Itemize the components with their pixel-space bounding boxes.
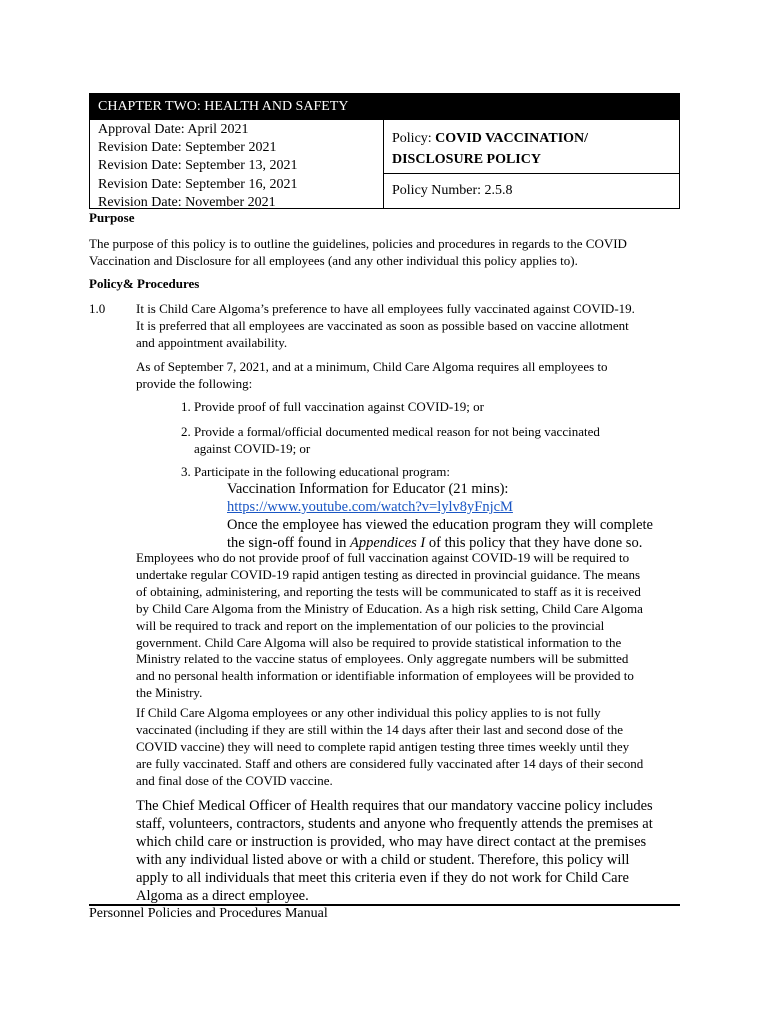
text-line: are fully vaccinated. Staff and others are considered fully vaccinated after 14 days of their second xyxy=(136,755,644,771)
text-line: the sign-off found in Appendices I of this policy that they have done so. xyxy=(227,535,643,551)
video-link[interactable]: https://www.youtube.com/watch?v=lylv8yFnjcM xyxy=(227,499,513,515)
text-line: which child care or instruction is provided, who may have direct contact at the premises xyxy=(136,834,647,850)
text-line: It is Child Care Algoma’s preference to have all employees fully vaccinated against COVID-19. xyxy=(136,301,635,316)
policy-label: Policy: xyxy=(392,131,436,146)
text-line: If Child Care Algoma employees or any other individual this policy applies to is not fully xyxy=(136,705,601,720)
not-fully-vaccinated-paragraph xyxy=(136,705,643,790)
list-item-2 xyxy=(181,423,600,457)
text-line: will be required to track and report on the implementation of our policies to the provincial xyxy=(136,617,605,633)
chapter-title: CHAPTER TWO: HEALTH AND SAFETY xyxy=(90,94,679,120)
text-line: apply to all individuals that meet this criteria even if they do not work for Child Care xyxy=(136,870,629,886)
purpose-heading: Purpose xyxy=(89,210,135,225)
text-line: and appointment availability. xyxy=(136,335,288,350)
policy-header-table xyxy=(89,93,680,209)
text-line: The Chief Medical Officer of Health requires that our mandatory vaccine policy includes xyxy=(136,798,653,814)
testing-paragraph xyxy=(136,550,643,702)
text-line: Ministry related to the vaccine status of employees. Only aggregate numbers will be submitted xyxy=(136,651,629,667)
text-line: COVID vaccine) they will need to complete rapid antigen testing three times weekly until they xyxy=(136,738,630,754)
text-line: with any individual listed above or with a child or student. Therefore, this policy will xyxy=(136,852,630,868)
policy-name xyxy=(392,128,677,170)
text-line: undertake regular COVID-19 rapid antigen testing as directed in provincial guidance. The means xyxy=(136,566,641,582)
revision-date: Revision Date: September 2021 xyxy=(98,140,277,156)
text-line: staff, volunteers, contractors, students and anyone who frequently attends the premises at xyxy=(136,816,653,832)
procedures-heading: Policy& Procedures xyxy=(89,276,200,291)
text-line: The purpose of this policy is to outline the guidelines, policies and procedures in regards to the COVID xyxy=(89,236,627,251)
text-line: against COVID-19; or xyxy=(194,441,311,456)
header-divider-vertical xyxy=(383,120,384,209)
policy-title-line1: COVID VACCINATION/ xyxy=(435,131,589,146)
text-line: Vaccination and Disclosure for all employees (and any other individual this policy applies to). xyxy=(89,253,578,268)
text-line: and no personal health information or identifiable information of employees will be provided to xyxy=(136,668,634,684)
text-line: government. Child Care Algoma will also be required to provide statistical information to the xyxy=(136,634,622,650)
text-line: As of September 7, 2021, and at a minimum, Child Care Algoma requires all employees to xyxy=(136,359,608,374)
policy-title-line2: DISCLOSURE POLICY xyxy=(392,152,541,167)
requirement-paragraph xyxy=(136,358,608,392)
text-line: provide the following: xyxy=(136,376,253,391)
revision-date: Revision Date: September 13, 2021 xyxy=(98,158,298,174)
header-divider-horizontal xyxy=(383,173,680,174)
education-program-block xyxy=(227,480,653,552)
section-number: 1.0 xyxy=(89,301,106,316)
list-item-1: 1. Provide proof of full vaccination against COVID-19; or xyxy=(181,399,484,414)
text-line: by Child Care Algoma from the Ministry of Education. As a high risk setting, Child Care Algoma xyxy=(136,600,643,616)
text-line: 2. Provide a formal/official documented medical reason for not being vaccinated xyxy=(181,424,600,439)
policy-dates xyxy=(98,121,383,212)
revision-date: Revision Date: November 2021 xyxy=(98,194,276,210)
text-line: and final dose of the COVID vaccine. xyxy=(136,772,333,788)
approval-date: Approval Date: April 2021 xyxy=(98,122,249,137)
text-line: Employees who do not provide proof of full vaccination against COVID-19 will be required to xyxy=(136,550,630,565)
policy-number: Policy Number: 2.5.8 xyxy=(392,183,513,198)
text-line: vaccinated (including if they are still within the 14 days after their last and second dose of the xyxy=(136,721,623,737)
appendix-reference: Appendices I xyxy=(349,535,426,551)
revision-date: Revision Date: September 16, 2021 xyxy=(98,176,298,192)
intro-paragraph xyxy=(136,300,635,351)
text-line: Once the employee has viewed the education program they will complete xyxy=(227,517,653,533)
cmoh-paragraph xyxy=(136,797,653,905)
text-line: the Ministry. xyxy=(136,685,203,701)
footer-text: Personnel Policies and Procedures Manual xyxy=(89,906,328,921)
text-line: Algoma as a direct employee. xyxy=(136,888,309,904)
purpose-paragraph xyxy=(89,235,627,269)
video-title: Vaccination Information for Educator (21 mins): xyxy=(227,481,509,497)
text-line: of obtaining, administering, and reporting the tests will be communicated to staff as it is received xyxy=(136,583,641,599)
text-line: It is preferred that all employees are vaccinated as soon as possible based on vaccine allotment xyxy=(136,318,629,333)
list-item-3: 3. Participate in the following educational program: xyxy=(181,464,450,479)
